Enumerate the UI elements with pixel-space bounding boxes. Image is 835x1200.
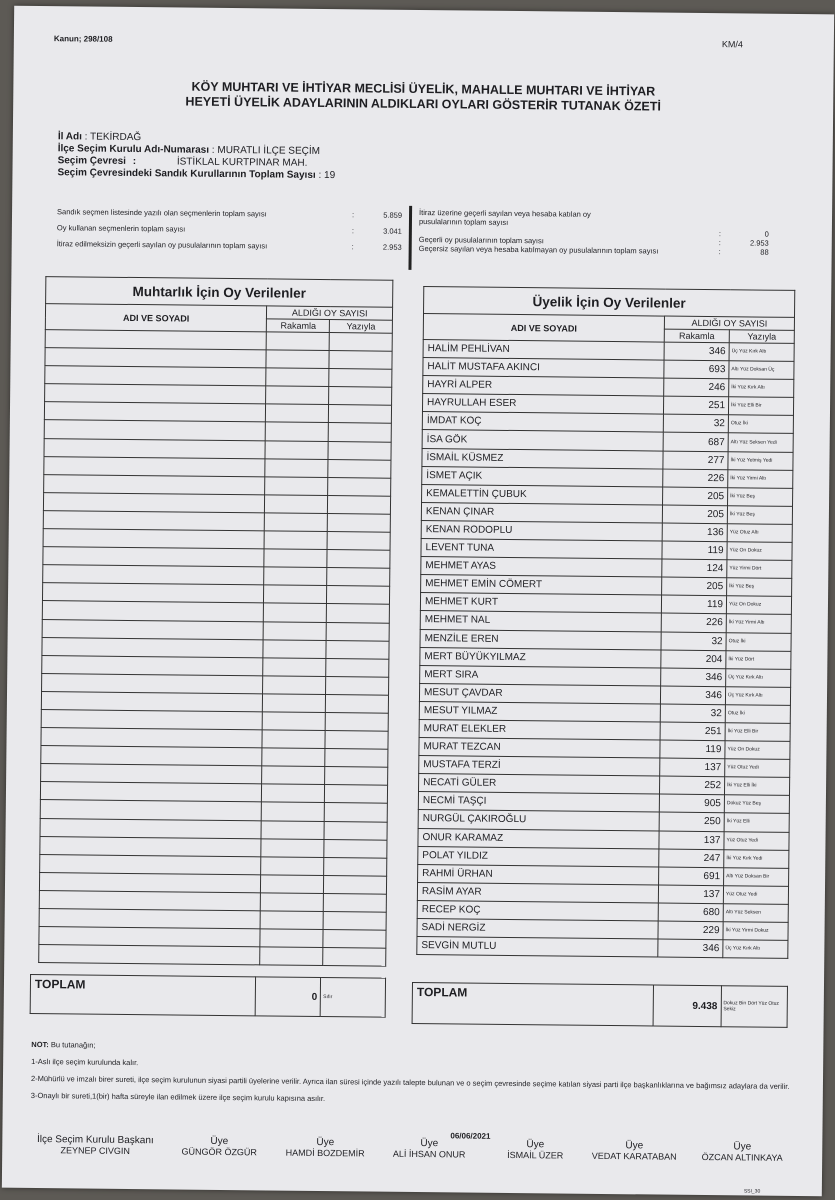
candidate-votes: 205 [663, 487, 728, 506]
empty-name-cell [41, 764, 263, 784]
gecerli-colon: : [718, 238, 721, 248]
stat-colon: : [351, 226, 355, 236]
signature-block [164, 1135, 274, 1158]
candidate-votes-text: Yüz Otuz Yedi [723, 886, 788, 905]
candidate-name: MERT SIRA [420, 665, 661, 686]
empty-votes-cell [265, 440, 328, 459]
empty-votes-cell [261, 893, 324, 912]
empty-text-cell [326, 694, 389, 713]
empty-name-cell [42, 655, 264, 675]
candidate-votes: 204 [661, 650, 726, 669]
empty-text-cell [329, 369, 392, 388]
empty-votes-cell [265, 513, 328, 532]
candidate-votes: 247 [659, 849, 724, 868]
candidate-votes-text: Yüz On Dokuz [725, 741, 790, 760]
note-item: 3-Onaylı bir sureti,1(bir) hafta süreyle ilan edilmek üzere ilçe seçim kurulu kapısına asılır. [30, 1090, 326, 1104]
empty-name-cell [43, 565, 265, 585]
candidate-votes-text: Yüz On Dokuz [726, 596, 791, 615]
empty-text-cell [328, 441, 391, 460]
itiraz-label-2: pusulalarının toplam sayısı [418, 216, 509, 227]
candidate-votes-text: Üç Yüz Kırk Altı [729, 343, 794, 362]
candidate-votes: 119 [662, 541, 727, 560]
signature-name: GÜNGÖR ÖZGÜR [181, 1146, 258, 1158]
stat-colon: : [351, 242, 354, 252]
signature-block [270, 1136, 380, 1159]
empty-text-cell [324, 839, 387, 858]
empty-name-cell [42, 583, 264, 603]
notes-section [31, 1036, 802, 1112]
empty-name-cell [42, 637, 264, 657]
candidate-votes-text: Dokuz Yüz Beş [724, 795, 789, 814]
empty-text-cell [327, 586, 390, 605]
empty-name-cell [39, 872, 261, 892]
empty-votes-cell [266, 422, 329, 441]
signature-name: VEDAT KARATABAN [591, 1150, 677, 1162]
candidate-name: İMDAT KOÇ [422, 412, 663, 433]
empty-row [39, 945, 386, 967]
candidate-votes-text: İki Yüz Yirmi Dokuz [723, 922, 788, 941]
itiraz-value: 0 [764, 229, 769, 239]
stat-label: İtiraz edilmeksizin geçerli sayılan oy pusulalarının toplam sayısı [56, 239, 268, 251]
muhtar-total-value: 0 [255, 977, 321, 1017]
empty-votes-cell [264, 549, 327, 568]
candidate-votes-text: Yüz Otuz Yedi [724, 831, 789, 850]
empty-name-cell [40, 818, 262, 838]
uyelik-total [412, 982, 788, 1028]
empty-text-cell [326, 676, 389, 695]
ilce-value: : MURATLI İLÇE SEÇİM [211, 144, 321, 157]
candidate-votes: 250 [659, 812, 724, 831]
signature-name: İSMAİL ÜZER [507, 1149, 564, 1161]
candidate-name: İSMET AÇIK [422, 466, 663, 487]
candidate-name: NURGÜL ÇAKIROĞLU [418, 810, 659, 831]
empty-text-cell [327, 604, 390, 623]
empty-votes-cell [263, 658, 326, 677]
empty-text-cell [329, 351, 392, 370]
candidate-votes: 124 [662, 559, 727, 578]
candidate-name: HALİT MUSTAFA AKINCI [423, 358, 664, 379]
signature-role: Üye [420, 1138, 439, 1150]
itiraz-colon: : [718, 229, 722, 239]
candidate-name: İSA GÖK [422, 430, 663, 451]
signature-role: İlçe Seçim Kurulu Başkanı [36, 1134, 154, 1147]
muhtar-col-name: ADI VE SOYADI [45, 304, 267, 332]
candidate-name: HALİM PEHLİVAN [423, 340, 664, 361]
muhtar-col-text: Yazıyla [330, 320, 393, 334]
candidate-votes: 32 [660, 704, 725, 723]
empty-name-cell [45, 384, 267, 404]
empty-text-cell [323, 948, 386, 967]
empty-votes-cell [264, 567, 327, 586]
empty-votes-cell [266, 386, 329, 405]
empty-votes-cell [260, 947, 323, 966]
empty-name-cell [39, 945, 261, 965]
candidate-votes-text: İki Yüz Beş [727, 578, 792, 597]
candidate-name: MESUT YILMAZ [419, 701, 660, 722]
gecersiz-colon: : [718, 247, 721, 257]
uyelik-col-num: Rakamla [664, 329, 729, 343]
empty-text-cell [328, 495, 391, 514]
candidate-votes: 693 [664, 360, 729, 379]
candidate-votes-text: İki Yüz Elli [724, 813, 789, 832]
empty-votes-cell [263, 639, 326, 658]
empty-votes-cell [266, 368, 329, 387]
candidate-votes-text: Altı Yüz Seksen [723, 904, 788, 923]
empty-text-cell [328, 477, 391, 496]
candidate-votes: 137 [659, 831, 724, 850]
candidate-name: KENAN ÇINAR [421, 502, 662, 523]
candidate-name: MEHMET NAL [420, 611, 661, 632]
empty-name-cell [42, 601, 264, 621]
candidate-name: RASİM AYAR [417, 882, 658, 903]
candidate-votes-text: İki Yüz Yirmi Altı [728, 469, 793, 488]
note-item: 1-Aslı ilçe seçim kurulunda kalır. [31, 1056, 139, 1068]
empty-text-cell [323, 893, 386, 912]
signature-role: Üye [316, 1136, 335, 1149]
candidate-votes-text: Otuz İki [728, 415, 793, 434]
empty-name-cell [39, 909, 261, 929]
candidate-votes: 119 [661, 595, 726, 614]
candidate-votes-text: Otuz İki [725, 705, 790, 724]
muhtar-title: Muhtarlık İçin Oy Verilenler [46, 277, 393, 308]
candidate-name: MEHMET AYAS [421, 557, 662, 578]
candidate-votes-text: Altı Yüz Seksen Yedi [728, 433, 793, 452]
candidate-votes-text: İki Yüz Yirmi Altı [726, 614, 791, 633]
voter-stats-left [57, 204, 402, 256]
muhtar-col-votes: ALDIĞI OY SAYISI [267, 306, 393, 320]
muhtar-total [30, 974, 386, 1018]
stat-row [57, 236, 402, 256]
candidate-votes-text: Yüz Otuz Altı [727, 524, 792, 543]
candidate-votes: 119 [660, 740, 725, 759]
stat-label: Oy kullanan seçmenlerin toplam sayısı [56, 223, 186, 234]
empty-text-cell [326, 640, 389, 659]
empty-name-cell [44, 420, 266, 440]
candidate-name: KEMALETTİN ÇUBUK [422, 484, 663, 505]
empty-text-cell [329, 333, 392, 352]
candidate-votes-text: Yüz Yirmi Dört [727, 560, 792, 579]
empty-text-cell [324, 821, 387, 840]
candidate-name: MEHMET EMİN CÖMERT [421, 575, 662, 596]
empty-text-cell [329, 405, 392, 424]
stat-label: Sandık seçmen listesinde yazılı olan seçmenlerin toplam sayısı [57, 207, 267, 219]
empty-votes-cell [265, 495, 328, 514]
voter-stats-right [419, 208, 769, 257]
gecersiz-value: 88 [760, 247, 769, 257]
empty-text-cell [327, 513, 390, 532]
empty-name-cell [41, 728, 263, 748]
form-code: KM/4 [721, 39, 743, 50]
info-sandik [57, 167, 335, 182]
signature-name: ÖZCAN ALTINKAYA [701, 1152, 783, 1163]
empty-votes-cell [267, 332, 330, 351]
candidate-votes-text: Üç Yüz Kırk Altı [723, 940, 788, 959]
empty-text-cell [329, 387, 392, 406]
il-label: İl Adı [57, 131, 82, 143]
il-value: : TEKİRDAĞ [84, 131, 142, 144]
stat-value: 2.953 [382, 242, 402, 252]
signature-role: Üye [526, 1139, 545, 1151]
notes-heading: NOT: [31, 1039, 49, 1050]
signature-block [374, 1138, 484, 1161]
ilce-label: İlçe Seçim Kurulu Adı-Numarası [57, 143, 210, 156]
document-page [2, 6, 834, 1197]
empty-votes-cell [262, 784, 325, 803]
empty-name-cell [39, 890, 261, 910]
candidate-votes: 205 [662, 505, 727, 524]
empty-votes-cell [265, 477, 328, 496]
candidate-votes: 346 [661, 668, 726, 687]
empty-name-cell [42, 619, 264, 639]
candidate-votes: 32 [663, 414, 728, 433]
stats-divider [408, 206, 412, 270]
candidate-name: HAYRULLAH ESER [422, 394, 663, 415]
candidate-votes-text: İki Yüz Elli Bir [728, 397, 793, 416]
empty-text-cell [324, 803, 387, 822]
cevre-label: Seçim Çevresi [57, 155, 127, 167]
signature-role: Üye [625, 1140, 644, 1152]
candidate-row [417, 937, 788, 959]
candidate-name: ONUR KARAMAZ [418, 828, 659, 849]
empty-votes-cell [261, 857, 324, 876]
sandik-value: : 19 [318, 169, 336, 182]
cevre-colon: : [132, 155, 137, 168]
signature-role: Üye [733, 1141, 752, 1153]
empty-text-cell [323, 930, 386, 949]
candidate-votes: 277 [663, 451, 728, 470]
uyelik-table [416, 286, 795, 959]
empty-votes-cell [262, 748, 325, 767]
signature-name: HAMDİ BOZDEMİR [285, 1147, 365, 1159]
empty-votes-cell [266, 350, 329, 369]
gecerli-value: 2.953 [749, 238, 769, 248]
empty-votes-cell [261, 911, 324, 930]
empty-votes-cell [261, 838, 324, 857]
empty-text-cell [326, 622, 389, 641]
empty-name-cell [41, 691, 263, 711]
candidate-votes-text: Yüz Otuz Yedi [725, 759, 790, 778]
candidate-name: SEVGİN MUTLU [417, 937, 658, 958]
notes-intro: Bu tutanağın; [50, 1040, 96, 1050]
candidate-votes: 251 [663, 396, 728, 415]
election-info [57, 131, 335, 182]
empty-votes-cell [262, 766, 325, 785]
candidate-votes-text: Otuz İki [726, 632, 791, 651]
muhtar-table [38, 276, 393, 967]
law-reference: Kanun; 298/108 [53, 34, 113, 44]
empty-votes-cell [260, 929, 323, 948]
empty-text-cell [325, 767, 388, 786]
candidate-name: RECEP KOÇ [417, 900, 658, 921]
stat-colon: : [351, 210, 355, 220]
empty-name-cell [43, 492, 265, 512]
empty-text-cell [328, 423, 391, 442]
empty-votes-cell [263, 694, 326, 713]
empty-name-cell [43, 511, 265, 531]
title-line-2: HEYETİ ÜYELİK ADAYLARININ ALDIKLARI OYLARI GÖSTERİR TUTANAK ÖZETİ [185, 94, 661, 114]
empty-votes-cell [265, 531, 328, 550]
document-date: 06/06/2021 [450, 1131, 491, 1141]
signature-name: ALİ İHSAN ONUR [392, 1148, 466, 1160]
candidate-votes: 680 [658, 903, 723, 922]
candidate-name: LEVENT TUNA [421, 539, 662, 560]
empty-name-cell [44, 456, 266, 476]
cevre-value: İSTİKLAL KURTPINAR MAH. [176, 156, 308, 169]
gecerli-label: Geçerli oy pusulalarının toplam sayısı [418, 234, 544, 246]
candidate-votes-text: Üç Yüz Kırk Altı [725, 687, 790, 706]
candidate-name: MEHMET KURT [420, 593, 661, 614]
candidate-name: SADİ NERGİZ [417, 919, 658, 940]
muhtar-col-num: Rakamla [267, 319, 330, 333]
uyelik-total-value: 9.438 [653, 985, 721, 1027]
empty-text-cell [326, 658, 389, 677]
candidate-votes: 691 [659, 867, 724, 886]
candidate-votes: 229 [658, 921, 723, 940]
empty-votes-cell [261, 820, 324, 839]
stat-value: 3.041 [383, 226, 402, 236]
empty-name-cell [40, 836, 262, 856]
candidate-votes-text: İki Yüz Beş [727, 506, 792, 525]
empty-votes-cell [265, 459, 328, 478]
candidate-votes-text: İki Yüz Yetmiş Yedi [728, 451, 793, 470]
candidate-name: MERT BÜYÜKYILMAZ [420, 647, 661, 668]
candidate-votes-text: İki Yüz Beş [728, 487, 793, 506]
empty-votes-cell [263, 676, 326, 695]
candidate-votes-text: İki Yüz Kırk Yedi [724, 849, 789, 868]
candidate-name: MURAT ELEKLER [419, 719, 660, 740]
empty-votes-cell [266, 404, 329, 423]
candidate-votes: 226 [661, 613, 726, 632]
sandik-label: Seçim Çevresindeki Sandık Kurullarının Toplam Sayısı [57, 167, 316, 181]
itiraz-label-1: İtiraz üzerine geçerli sayılan veya hesaba katılan oy [419, 207, 591, 219]
uyelik-total-label: TOPLAM [412, 982, 653, 1026]
empty-text-cell [327, 568, 390, 587]
candidate-votes: 905 [659, 794, 724, 813]
candidate-votes: 346 [660, 686, 725, 705]
candidate-name: MESUT ÇAVDAR [419, 683, 660, 704]
candidate-votes: 246 [664, 378, 729, 397]
candidate-votes: 687 [663, 433, 728, 452]
candidate-votes: 137 [660, 758, 725, 777]
empty-name-cell [44, 438, 266, 458]
candidate-name: NECATİ GÜLER [419, 774, 660, 795]
empty-name-cell [41, 746, 263, 766]
empty-votes-cell [261, 875, 324, 894]
candidate-votes-text: Yüz On Dokuz [727, 542, 792, 561]
empty-text-cell [324, 875, 387, 894]
candidate-votes: 205 [662, 577, 727, 596]
muhtar-total-label: TOPLAM [30, 974, 255, 1015]
empty-name-cell [43, 529, 265, 549]
candidate-votes: 137 [658, 885, 723, 904]
candidate-name: MURAT TEZCAN [419, 738, 660, 759]
candidate-votes: 251 [660, 722, 725, 741]
signature-name: ZEYNEP CIVGIN [60, 1145, 130, 1157]
empty-name-cell [40, 800, 262, 820]
signature-block [682, 1141, 802, 1164]
empty-text-cell [327, 532, 390, 551]
empty-text-cell [327, 550, 390, 569]
stat-value: 5.859 [383, 210, 403, 220]
uyelik-col-text: Yazıyla [729, 330, 794, 344]
candidate-name: MENZİLE EREN [420, 629, 661, 650]
empty-name-cell [41, 710, 263, 730]
candidate-votes-text: Altı Yüz Doksan Üç [729, 361, 794, 380]
candidate-votes: 226 [663, 469, 728, 488]
candidate-name: RAHMİ ÜRHAN [418, 864, 659, 885]
empty-votes-cell [264, 585, 327, 604]
candidate-votes-text: İki Yüz Dört [726, 650, 791, 669]
empty-text-cell [325, 713, 388, 732]
empty-votes-cell [262, 802, 325, 821]
candidate-votes: 346 [664, 342, 729, 361]
empty-name-cell [44, 402, 266, 422]
empty-name-cell [39, 927, 261, 947]
candidate-name: NECMİ TAŞÇI [418, 792, 659, 813]
candidate-votes-text: Üç Yüz Kırk Altı [726, 668, 791, 687]
uyelik-col-votes: ALDIĞI OY SAYISI [664, 316, 794, 330]
candidate-name: POLAT YILDIZ [418, 846, 659, 867]
empty-text-cell [323, 912, 386, 931]
candidate-votes-text: İki Yüz Elli Bir [725, 723, 790, 742]
candidate-name: İSMAİL KÜSMEZ [422, 448, 663, 469]
candidate-name: MUSTAFA TERZİ [419, 756, 660, 777]
candidate-votes-text: Altı Yüz Doksan Bir [724, 867, 789, 886]
candidate-votes: 346 [658, 939, 723, 958]
title-line-1: KÖY MUHTARI VE İHTİYAR MECLİSİ ÜYELİK, MAHALLE MUHTARI VE İHTİYAR [191, 79, 656, 99]
candidate-votes-text: İki Yüz Kırk Altı [729, 379, 794, 398]
gecersiz-label: Geçersiz sayılan veya hesaba katılmayan oy pusulalarının toplam sayısı [418, 243, 659, 256]
empty-text-cell [324, 857, 387, 876]
signature-role: Üye [210, 1135, 229, 1148]
empty-name-cell [40, 782, 262, 802]
empty-votes-cell [263, 712, 326, 731]
empty-votes-cell [264, 603, 327, 622]
signature-block [480, 1139, 590, 1162]
empty-votes-cell [264, 621, 327, 640]
empty-text-cell [325, 785, 388, 804]
signature-block [578, 1140, 690, 1163]
footer-code: SSI_30 [743, 1188, 761, 1195]
empty-name-cell [44, 474, 266, 494]
empty-text-cell [328, 459, 391, 478]
candidate-votes-text: İki Yüz Elli İki [724, 777, 789, 796]
empty-votes-cell [262, 730, 325, 749]
empty-name-cell [42, 673, 264, 693]
candidate-name: KENAN RODOPLU [421, 520, 662, 541]
candidate-votes: 136 [662, 523, 727, 542]
uyelik-title: Üyelik İçin Oy Verilenler [424, 287, 795, 318]
document-title [13, 78, 833, 117]
signature-block [20, 1134, 170, 1158]
uyelik-total-text: Dokuz Bin Dört Yüz Otuz Sekiz [721, 986, 788, 1028]
empty-text-cell [325, 749, 388, 768]
candidate-votes: 32 [661, 632, 726, 651]
empty-name-cell [45, 348, 267, 368]
candidate-votes: 252 [659, 776, 724, 795]
muhtar-total-text: Sıfır [320, 978, 385, 1018]
uyelik-col-name: ADI VE SOYADI [423, 314, 664, 343]
empty-name-cell [45, 330, 267, 350]
candidate-name: HAYRİ ALPER [423, 376, 664, 397]
empty-text-cell [325, 731, 388, 750]
empty-name-cell [40, 854, 262, 874]
empty-name-cell [45, 366, 267, 386]
note-item: 2-Mühürlü ve imzalı birer sureti, ilçe seçim kurulunun siyasi partili üyelerine verilir. Ayrıca ilan süresi içinde yazılı talepte bulunan ve o seçim çevresinde seçime katılan siyasi parti ilçe başkanlıklarına ve bağımsız adaylara da verilir. [30, 1073, 790, 1091]
empty-name-cell [43, 547, 265, 567]
